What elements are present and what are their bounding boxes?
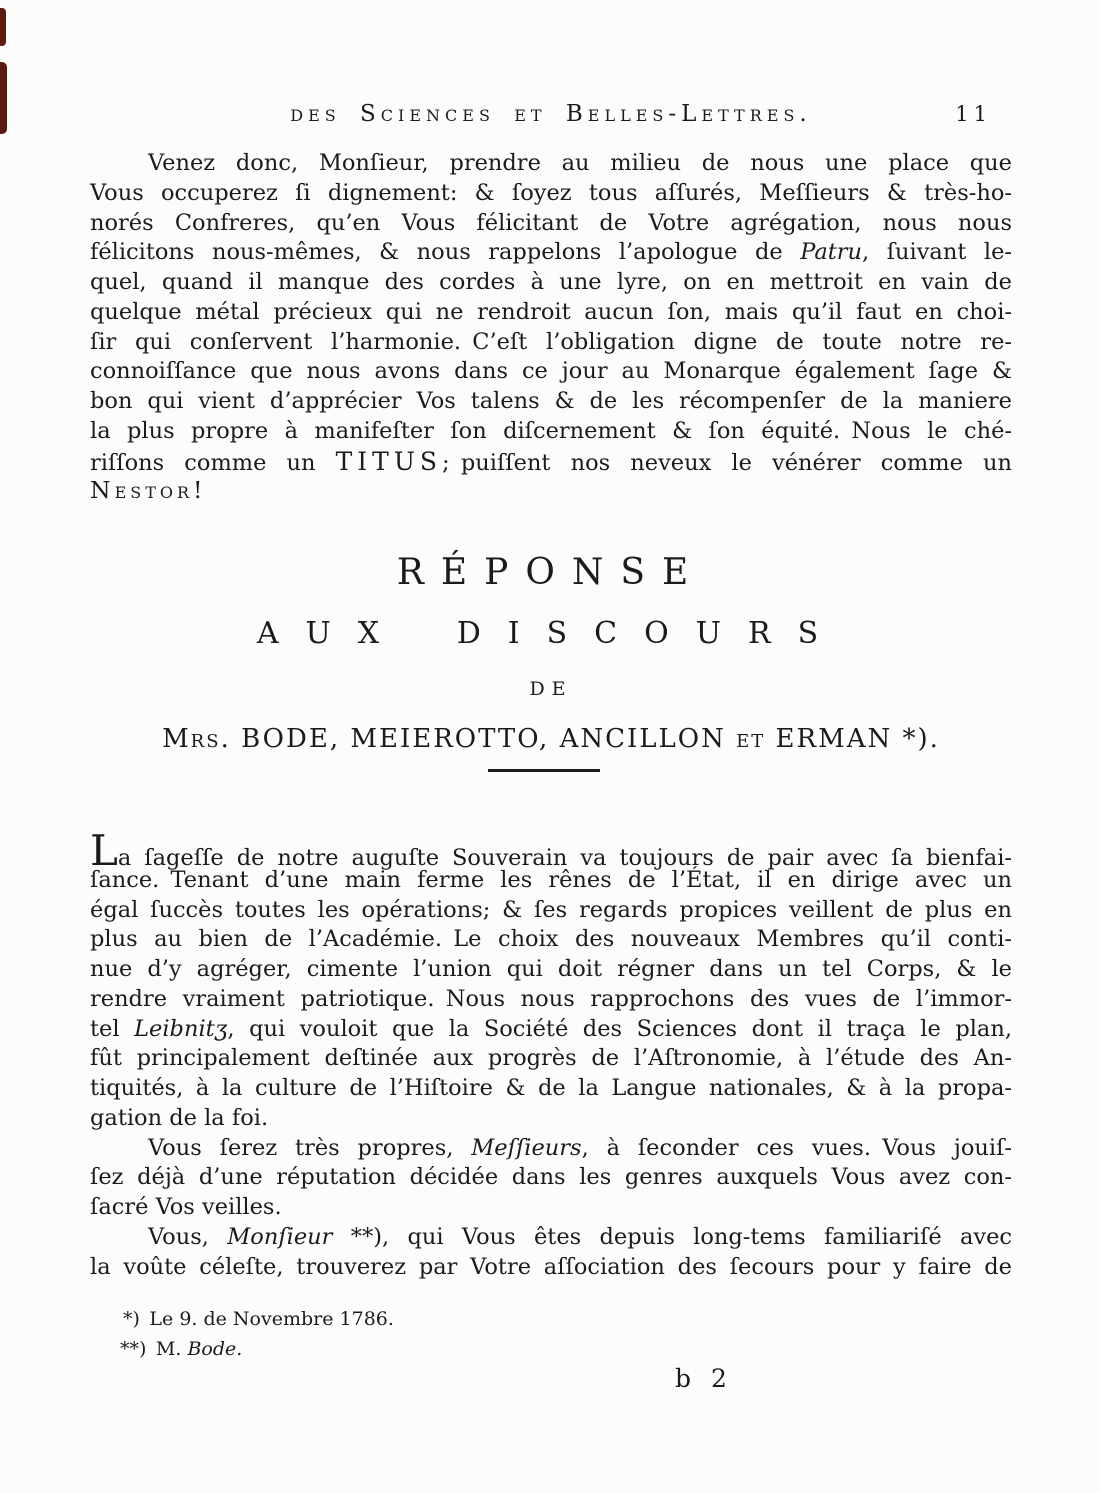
section-de-label: DE bbox=[529, 678, 573, 700]
section-names-line: Mrs. BODE, MEIEROTTO, ANCILLON et ERMAN *). bbox=[162, 724, 940, 754]
text-segment: fût principalement deſtinée aux progrès de l’Aſtronomie, à l’étude des An- bbox=[90, 1045, 1012, 1072]
text-segment: norés Confreres, qu’en Vous félicitant de Votre agrégation, nous nous bbox=[90, 209, 1012, 236]
text-segment: Meſſieurs bbox=[471, 1134, 582, 1161]
text-line bbox=[90, 1104, 1012, 1134]
section-subtitle: AUX DISCOURS bbox=[256, 616, 846, 651]
text-segment: connoiſſance que nous avons dans ce jour au Monarque également ſage & bbox=[90, 358, 1012, 385]
text-segment: tiquités, à la culture de l’Hiſtoire & de la Langue nationales, & à la propa- bbox=[90, 1075, 1012, 1101]
text-segment: la plus propre à manifeſter ſon diſcernement & ſon équité. Nous le ché- bbox=[90, 417, 1012, 444]
text-segment: Venez donc, Monſieur, prendre au milieu de nous une place que bbox=[148, 150, 1012, 176]
text-segment: quel, quand il manque des cordes à une lyre, on en mettroit en vain de bbox=[90, 269, 1012, 295]
ink-smudge-bottom bbox=[0, 62, 7, 134]
footnote-1 bbox=[123, 1308, 394, 1330]
text-segment: rendre vraiment patriotique. Nous nous rapprochons des vues de l’immor- bbox=[90, 985, 1012, 1012]
text-segment: , ſuivant le- bbox=[862, 239, 1012, 266]
text-line bbox=[90, 387, 1012, 417]
text-segment: Leibnitʒ bbox=[134, 1015, 228, 1042]
text-line bbox=[90, 1223, 1012, 1253]
text-segment: ſez déjà d’une réputation décidée dans les genres auxquels Vous avez con- bbox=[90, 1164, 1012, 1191]
text-line bbox=[90, 1253, 1012, 1283]
opening-paragraph bbox=[90, 149, 1012, 506]
text-line bbox=[90, 209, 1012, 239]
text-segment: ſir qui conſervent l’harmonie. C’eſt l’obligation digne de toute notre re- bbox=[90, 328, 1012, 355]
text-segment: , à ſeconder ces vues. Vous jouiſ- bbox=[581, 1134, 1012, 1161]
text-line bbox=[90, 268, 1012, 298]
text-line bbox=[90, 955, 1012, 985]
header-title: des Sciences et Belles-Lettres. bbox=[290, 101, 812, 127]
text-line bbox=[90, 1015, 1012, 1045]
text-segment: tel bbox=[90, 1015, 135, 1042]
text-segment: quelque métal précieux qui ne rendroit aucun ſon, mais qu’il faut en choi- bbox=[90, 298, 1012, 325]
divider-rule bbox=[488, 769, 600, 772]
text-segment: gation de la foi. bbox=[90, 1104, 269, 1131]
text-segment: a ſageſſe de notre auguſte Souverain va toujours de pair avec ſa bienfai- bbox=[117, 845, 1012, 871]
signature-mark: b 2 bbox=[675, 1364, 727, 1393]
text-segment: Patru bbox=[800, 239, 863, 266]
text-segment: plus au bien de l’Académie. Le choix des nouveaux Membres qu’il conti- bbox=[90, 926, 1012, 953]
text-segment: ſance. Tenant d’une main ferme les rênes de l’État, il en dirige avec un bbox=[90, 866, 1012, 893]
text-segment: L bbox=[90, 826, 118, 875]
text-line bbox=[90, 328, 1012, 358]
text-segment: Nestor! bbox=[90, 476, 207, 505]
text-segment: ; puiſſent nos neveux le vénérer comme un bbox=[442, 449, 1012, 476]
text-segment: bon qui vient d’apprécier Vos talens & de les récompenſer de la maniere bbox=[90, 388, 1012, 414]
text-segment: *) Le 9. de Novembre 1786. bbox=[123, 1308, 394, 1330]
text-segment: Bode. bbox=[187, 1338, 243, 1360]
text-segment: félicitons nous-mêmes, & nous rappelons l’apologue de bbox=[90, 239, 801, 266]
text-line bbox=[90, 826, 1012, 875]
text-line bbox=[90, 417, 1012, 447]
text-segment: riſſons comme un bbox=[90, 449, 336, 476]
text-line bbox=[90, 1193, 1012, 1223]
text-segment: Vous, bbox=[148, 1223, 228, 1250]
main-text bbox=[90, 826, 1013, 1282]
text-line bbox=[90, 896, 1012, 926]
text-line bbox=[90, 1044, 1012, 1074]
text-segment: **), qui Vous êtes depuis long-tems familiariſé avec bbox=[332, 1223, 1013, 1250]
text-segment: , qui vouloit que la Société des Sciences dont il traça le plan, bbox=[227, 1015, 1012, 1042]
text-line bbox=[90, 298, 1012, 328]
text-segment: égal ſuccès toutes les opérations; & ſes regards propices veillent de plus en bbox=[90, 896, 1012, 923]
text-segment: **) M. bbox=[120, 1338, 188, 1360]
footnote-2 bbox=[120, 1338, 242, 1360]
text-line bbox=[90, 1074, 1012, 1104]
text-line bbox=[90, 238, 1012, 268]
ink-smudge-top bbox=[0, 8, 6, 46]
text-segment: TITUS bbox=[335, 446, 443, 476]
page-number: 11 bbox=[955, 102, 992, 126]
text-line bbox=[90, 149, 1012, 179]
text-segment: Vous ſerez très propres, bbox=[148, 1134, 472, 1161]
text-segment: Monſieur bbox=[227, 1223, 333, 1250]
text-line bbox=[90, 1134, 1012, 1164]
running-header bbox=[90, 101, 1012, 127]
text-line bbox=[90, 985, 1012, 1015]
text-line bbox=[90, 357, 1012, 387]
text-line bbox=[90, 925, 1012, 955]
text-segment: nue d’y agréger, cimente l’union qui doit régner dans un tel Corps, & le bbox=[90, 956, 1012, 982]
text-segment: Vous occuperez ſi dignement: & ſoyez tous aſſurés, Meſſieurs & très-ho- bbox=[90, 179, 1012, 206]
text-line bbox=[90, 1163, 1012, 1193]
text-line bbox=[90, 866, 1012, 896]
text-line bbox=[90, 476, 1012, 506]
text-segment: la voûte céleſte, trouverez par Votre aſſociation des ſecours pour y faire de bbox=[90, 1253, 1012, 1280]
text-segment: ſacré Vos veilles. bbox=[90, 1194, 282, 1220]
text-line bbox=[90, 179, 1012, 209]
text-line bbox=[90, 447, 1012, 477]
section-title: RÉPONSE bbox=[396, 552, 706, 593]
